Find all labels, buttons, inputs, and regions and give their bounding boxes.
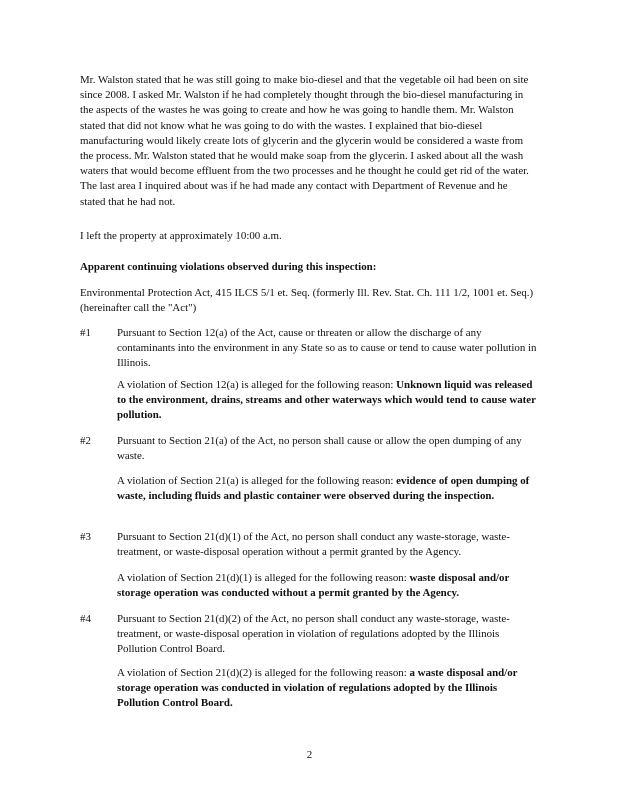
violation-number: #2: [80, 435, 91, 447]
violation-provision: Pursuant to Section 21(d)(2) of the Act, no person shall conduct any waste-storage, waste-treatment, or waste-disposal operation in violation of regulations adopted by the Illinois Pollution Control Board.: [117, 613, 510, 656]
departure-statement: I left the property at approximately 10:00 a.m.: [80, 230, 282, 242]
allegation-text: A violation of Section 21(a) is alleged for the following reason:: [117, 475, 397, 487]
violation-number: #1: [80, 327, 91, 339]
intro-paragraph: Mr. Walston stated that he was still going to make bio-diesel and that the vegetable oil had been on site since 2008. I asked Mr. Walston if he had completely thought through the bio-diesel manufacturing in the aspects of the wastes he was going to create and how he was going to handle them. Mr. Walston stated that did not know what he was going to do with the wastes. I explained that bio-diesel manufacturing would likely create lots of glycerin and the glycerin would be considered a waste from the process. Mr. Walston stated that he would make soap from the glycerin. I asked about all the wash waters that would become effluent from the two processes and he thought he could get rid of the water. The last area I inquired about was if he had made any contact with Department of Revenue and he stated that he had not.: [80, 74, 529, 208]
violation-allegation: [117, 571, 539, 601]
violation-number: #3: [80, 531, 91, 543]
page-number: 2: [306, 749, 313, 761]
allegation-text: A violation of Section 21(d)(1) is alleged for the following reason:: [117, 572, 410, 584]
violation-provision: Pursuant to Section 12(a) of the Act, cause or threaten or allow the discharge of any contaminants into the environment in any State so as to cause or tend to cause water pollution in Illinois.: [117, 327, 537, 370]
violation-allegation: [117, 474, 539, 504]
violations-heading: Apparent continuing violations observed during this inspection:: [80, 261, 377, 273]
allegation-reason: evidence of open dumping of waste, including fluids and plastic container were observed during the inspection.: [117, 475, 530, 503]
violation-provision: Pursuant to Section 21(a) of the Act, no person shall cause or allow the open dumping of any waste.: [117, 435, 522, 463]
violation-allegation: [117, 378, 539, 424]
violation-number: #4: [80, 613, 91, 625]
allegation-text: A violation of Section 21(d)(2) is alleged for the following reason:: [117, 667, 410, 679]
act-reference: Environmental Protection Act, 415 ILCS 5/1 et. Seq. (formerly Ill. Rev. Stat. Ch. 111 1/2, 1001 et. Seq.) (hereinafter call the "Act"): [80, 287, 534, 315]
allegation-reason: a waste disposal and/or storage operation was conducted in violation of regulations adopted by the Illinois Pollution Control Board.: [117, 667, 518, 710]
violation-provision: Pursuant to Section 21(d)(1) of the Act, no person shall conduct any waste-storage, waste-treatment, or waste-disposal operation without a permit granted by the Agency.: [117, 531, 510, 559]
violation-allegation: [117, 666, 539, 712]
allegation-reason: waste disposal and/or storage operation was conducted without a permit granted by the Agency.: [117, 572, 510, 600]
allegation-text: A violation of Section 12(a) is alleged for the following reason:: [117, 379, 397, 391]
allegation-reason: Unknown liquid was released to the environment, drains, streams and other waterways which would tend to cause water pollution.: [117, 379, 536, 422]
